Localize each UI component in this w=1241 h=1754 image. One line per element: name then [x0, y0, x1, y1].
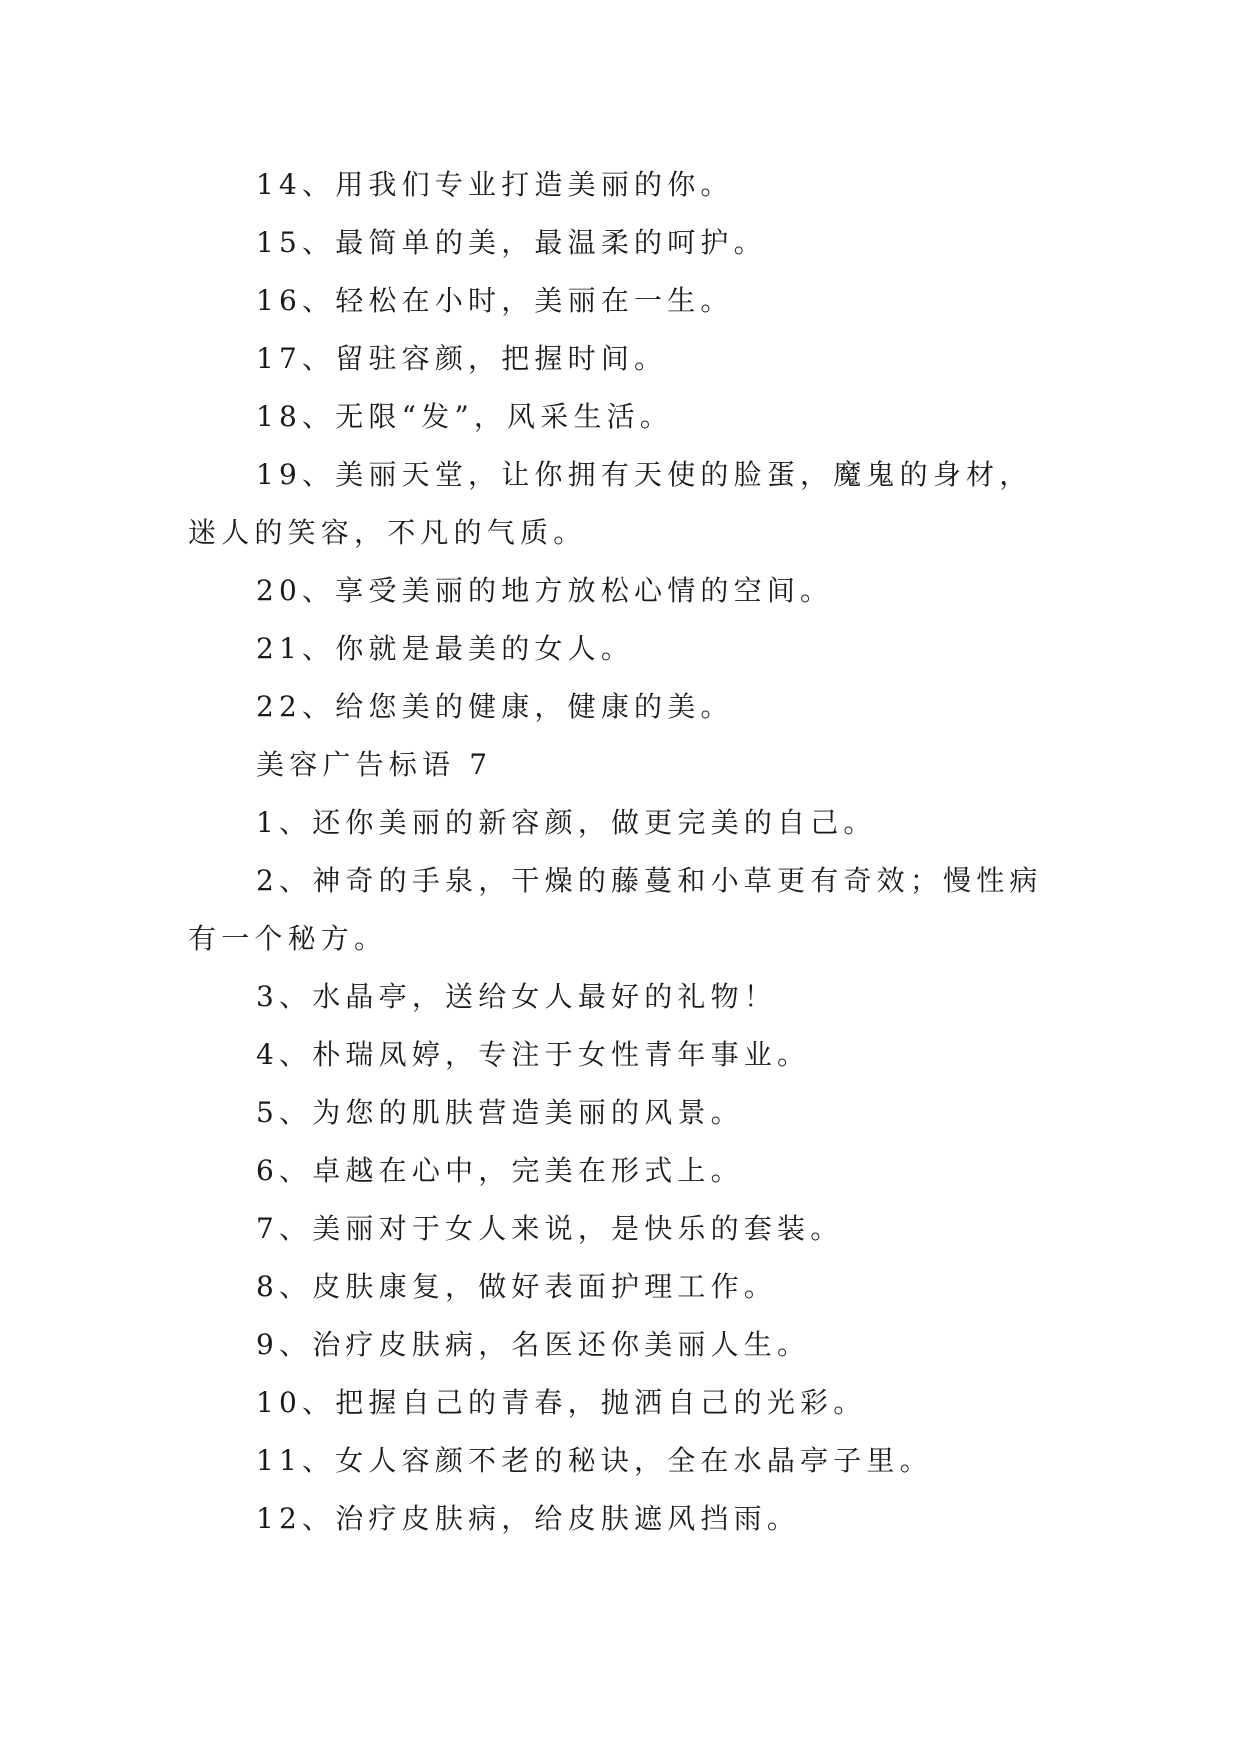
list-item: 11、女人容颜不老的秘诀，全在水晶亭子里。	[256, 1444, 933, 1477]
section-heading: 美容广告标语 7	[256, 748, 493, 781]
list-item: 16、轻松在小时，美丽在一生。	[256, 284, 734, 317]
list-item: 21、你就是最美的女人。	[256, 632, 635, 665]
list-item: 18、无限“发”，风采生活。	[256, 400, 674, 433]
list-item: 12、治疗皮肤病，给皮肤遮风挡雨。	[256, 1502, 801, 1535]
list-item: 20、享受美丽的地方放松心情的空间。	[256, 574, 834, 607]
list-item: 17、留驻容颜，把握时间。	[256, 342, 668, 375]
list-item: 15、最简单的美，最温柔的呵护。	[256, 226, 767, 259]
list-item: 5、为您的肌肤营造美丽的风景。	[256, 1096, 744, 1129]
document-body	[188, 156, 1058, 1548]
list-item: 22、给您美的健康，健康的美。	[256, 690, 734, 723]
list-item: 4、朴瑞凤婷，专注于女性青年事业。	[256, 1038, 811, 1071]
list-item: 7、美丽对于女人来说，是快乐的套装。	[256, 1212, 844, 1245]
list-item: 3、水晶亭，送给女人最好的礼物！	[256, 980, 778, 1013]
list-item: 1、还你美丽的新容颜，做更完美的自己。	[256, 806, 877, 839]
list-item: 2、神奇的手泉，干燥的藤蔓和小草更有奇效；慢性病有一个秘方。	[188, 864, 1043, 955]
list-item: 6、卓越在心中，完美在形式上。	[256, 1154, 744, 1187]
list-item: 19、美丽天堂，让你拥有天使的脸蛋，魔鬼的身材，迷人的笑容，不凡的气质。	[188, 458, 1033, 549]
list-item: 8、皮肤康复，做好表面护理工作。	[256, 1270, 778, 1303]
list-item: 9、治疗皮肤病，名医还你美丽人生。	[256, 1328, 811, 1361]
list-item: 10、把握自己的青春，抛洒自己的光彩。	[256, 1386, 867, 1419]
list-item: 14、用我们专业打造美丽的你。	[256, 168, 734, 201]
